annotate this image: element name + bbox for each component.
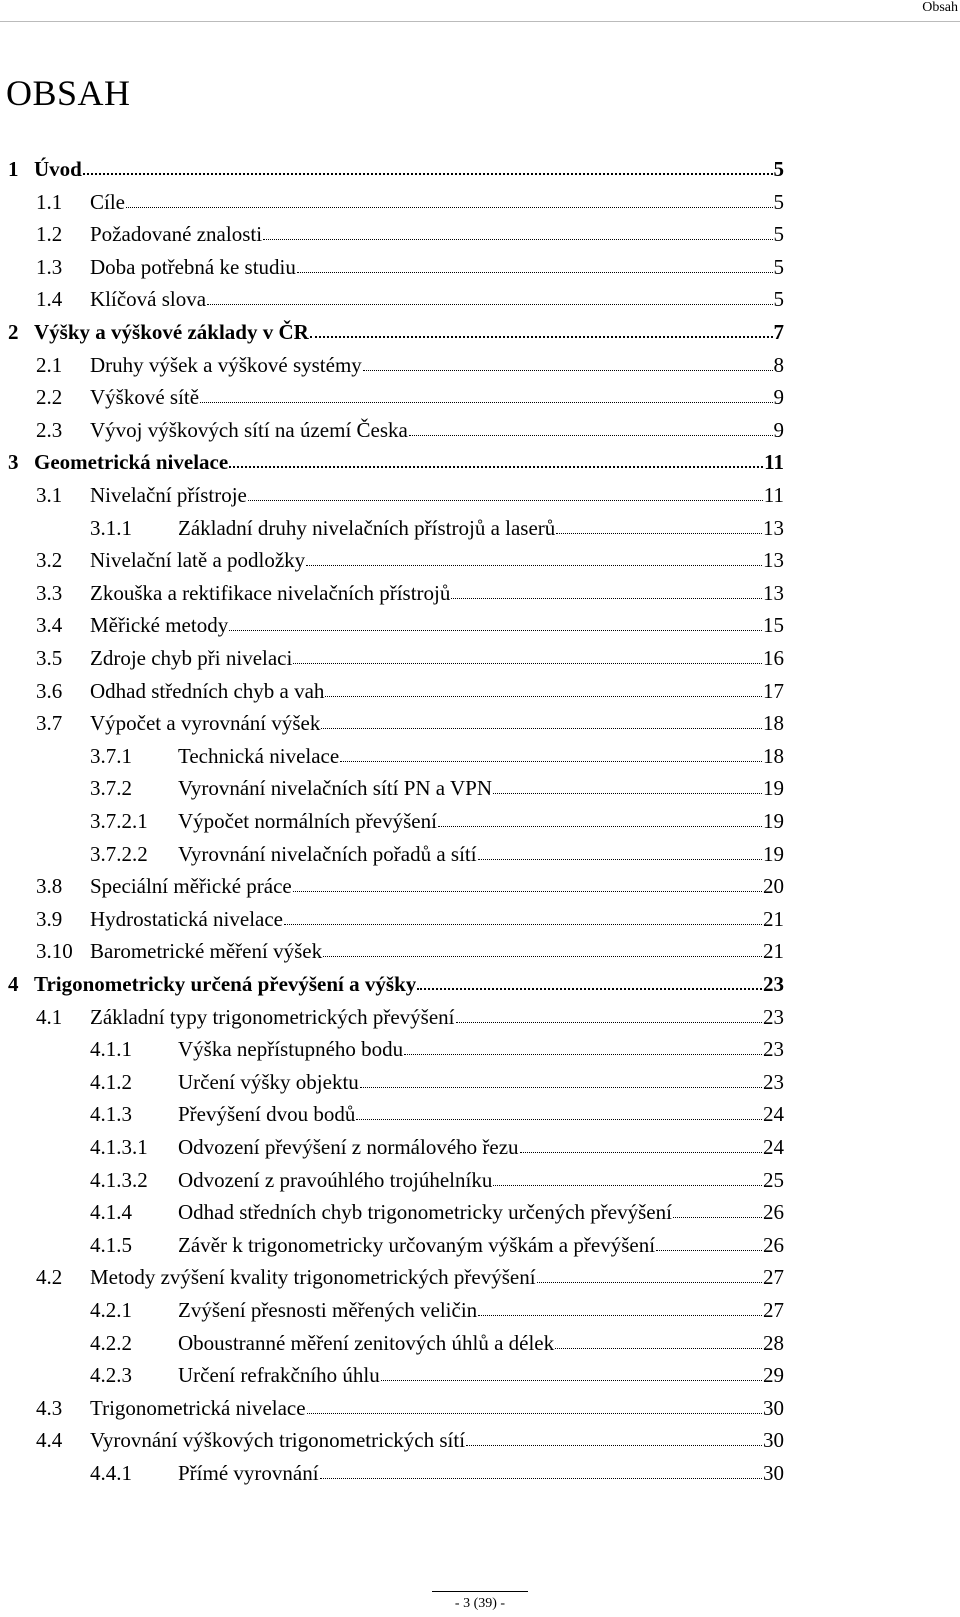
toc-entry[interactable] <box>36 705 784 736</box>
dot-leader <box>478 1315 762 1316</box>
toc-entry[interactable] <box>8 151 784 181</box>
toc-entry-page: 18 <box>763 743 784 768</box>
toc-entry-page: 20 <box>763 874 784 899</box>
toc-entry[interactable] <box>90 1162 784 1192</box>
toc-entry-page: 19 <box>763 841 784 866</box>
toc-entry-page: 21 <box>763 939 784 964</box>
dot-leader <box>293 891 762 892</box>
toc-entry-number: 1.1 <box>36 189 63 214</box>
toc-entry-page: 30 <box>763 1395 784 1420</box>
toc-entry-title: Trigonometrická nivelace <box>90 1395 306 1420</box>
toc-entry-title: Výšky a výškové základy v ČR <box>34 320 309 344</box>
toc-entry-number: 3.7.1 <box>90 743 132 768</box>
toc-entry-page: 13 <box>763 548 784 573</box>
toc-entry-number: 4 <box>8 972 19 996</box>
toc-entry-number: 3.9 <box>36 906 63 931</box>
dot-leader <box>493 793 762 794</box>
dot-leader <box>656 1250 762 1251</box>
toc-entry-page: 17 <box>763 678 784 703</box>
toc-entry-number: 3.3 <box>36 580 63 605</box>
dot-leader <box>363 370 773 371</box>
toc-entry-title: Požadované znalosti <box>90 222 263 247</box>
toc-entry[interactable] <box>36 379 784 410</box>
dot-leader <box>673 1217 762 1218</box>
toc-entry-page: 30 <box>763 1428 784 1453</box>
toc-entry-number: 3.1.1 <box>90 515 132 540</box>
toc-entry-number: 1.4 <box>36 287 63 312</box>
toc-entry-number: 2 <box>8 320 19 344</box>
toc-entry-page: 5 <box>773 287 784 312</box>
toc-entry-number: 4.3 <box>36 1395 63 1420</box>
toc-entry-number: 3.2 <box>36 548 63 573</box>
toc-entry[interactable] <box>90 738 784 768</box>
toc-entry-page: 18 <box>763 711 784 736</box>
dot-leader <box>293 663 762 664</box>
toc-entry-title: Výškové sítě <box>90 385 200 410</box>
toc-entry-title: Výpočet a vyrovnání výšek <box>90 711 321 736</box>
dot-leader <box>381 1380 762 1381</box>
toc-entry-page: 11 <box>763 483 784 507</box>
dot-leader <box>323 956 762 957</box>
toc-entry[interactable] <box>36 1422 784 1453</box>
dot-leader <box>83 173 773 175</box>
dot-leader <box>556 533 762 534</box>
toc-entry-title: Geometrická nivelace <box>34 450 229 475</box>
toc-entry[interactable] <box>36 673 784 703</box>
toc-entry[interactable] <box>90 1064 784 1094</box>
toc-entry-page: 25 <box>763 1167 784 1192</box>
toc-entry-page: 16 <box>763 646 784 670</box>
toc-entry[interactable] <box>90 1455 784 1485</box>
dot-leader <box>417 988 762 990</box>
dot-leader <box>466 1445 762 1446</box>
toc-entry-number: 3.4 <box>36 613 63 638</box>
dot-leader <box>555 1348 762 1349</box>
toc-entry-number: 1.2 <box>36 222 63 247</box>
toc-entry-number: 2.3 <box>36 417 63 442</box>
dot-leader <box>321 728 762 729</box>
toc-entry-number: 3.10 <box>36 939 73 964</box>
dot-leader <box>229 466 763 468</box>
toc-entry-title: Nivelační latě a podložky <box>90 548 306 573</box>
toc-entry-page: 21 <box>763 906 784 931</box>
toc-entry-title: Odvození z pravoúhlého trojúhelníku <box>178 1167 493 1192</box>
dot-leader <box>456 1022 763 1023</box>
toc-entry-title: Převýšení dvou bodů <box>178 1102 356 1127</box>
toc-entry-number: 4.2.2 <box>90 1330 132 1355</box>
toc-entry[interactable] <box>36 477 784 507</box>
dot-leader <box>451 598 762 599</box>
toc-entry-title: Základní druhy nivelačních přístrojů a laserů <box>178 515 556 540</box>
toc-entry-number: 4.1.1 <box>90 1037 132 1062</box>
toc-entry-title: Nivelační přístroje <box>90 483 247 507</box>
toc-entry-number: 3.1 <box>36 483 63 507</box>
dot-leader <box>297 272 773 273</box>
toc-entry-page: 11 <box>764 450 784 475</box>
toc-entry[interactable] <box>36 1390 784 1420</box>
toc-entry-title: Odvození převýšení z normálového řezu <box>178 1135 519 1159</box>
dot-leader <box>307 1413 762 1414</box>
toc-entry-number: 1 <box>8 157 19 181</box>
toc-entry-title: Technická nivelace <box>178 743 340 768</box>
toc-entry-page: 7 <box>773 320 784 344</box>
toc-entry-page: 19 <box>763 776 784 801</box>
dot-leader <box>537 1282 762 1283</box>
dot-leader <box>200 402 772 403</box>
toc-entry-number: 3 <box>8 450 19 475</box>
toc-entry[interactable] <box>90 1325 784 1355</box>
toc-entry-number: 3.5 <box>36 646 63 670</box>
toc-entry-title: Zdroje chyb při nivelaci <box>90 646 293 670</box>
toc-entry-page: 26 <box>763 1232 784 1257</box>
toc-entry[interactable] <box>90 510 784 540</box>
toc-entry[interactable] <box>36 933 784 964</box>
dot-leader <box>438 826 762 827</box>
toc-entry-title: Základní typy trigonometrických převýšení <box>90 1004 455 1029</box>
toc-entry-page: 26 <box>763 1200 784 1225</box>
toc-entry-number: 4.1.5 <box>90 1232 132 1257</box>
toc-entry-number: 4.4 <box>36 1428 63 1453</box>
toc-entry-title: Určení refrakčního úhlu <box>178 1363 380 1388</box>
toc-entry-page: 30 <box>763 1461 784 1485</box>
toc-entry-title: Vyrovnání nivelačních pořadů a sítí <box>178 841 477 866</box>
toc-entry-title: Úvod <box>34 157 82 181</box>
toc-entry-page: 23 <box>763 1004 784 1029</box>
toc-entry-page: 5 <box>773 254 784 279</box>
dot-leader <box>409 435 773 436</box>
header-divider <box>0 21 960 22</box>
toc-entry-number: 2.2 <box>36 385 63 410</box>
toc-entry[interactable] <box>36 216 784 247</box>
dot-leader <box>360 1087 762 1088</box>
toc-entry-number: 4.1.3.2 <box>90 1167 148 1192</box>
toc-entry-title: Trigonometricky určená převýšení a výšky <box>34 972 417 996</box>
toc-entry[interactable] <box>36 901 784 931</box>
toc-entry[interactable] <box>36 575 784 605</box>
toc-entry-page: 24 <box>763 1135 784 1159</box>
toc-entry-page: 23 <box>763 1069 784 1094</box>
toc-entry-page: 13 <box>763 515 784 540</box>
toc-entry[interactable] <box>36 999 784 1029</box>
toc-entry-title: Metody zvýšení kvality trigonometrických převýšení <box>90 1265 536 1290</box>
dot-leader <box>404 1054 762 1055</box>
dot-leader <box>284 924 762 925</box>
dot-leader <box>126 207 773 208</box>
toc-entry[interactable] <box>8 444 784 475</box>
toc-entry[interactable] <box>90 1357 784 1388</box>
page-title: OBSAH <box>6 73 131 113</box>
toc-entry-title: Doba potřebná ke studiu <box>90 254 296 279</box>
toc-entry[interactable] <box>90 1227 784 1257</box>
toc-entry-page: 19 <box>763 809 784 833</box>
toc-entry-title: Oboustranné měření zenitových úhlů a délek <box>178 1330 555 1355</box>
toc-entry-page: 15 <box>763 613 784 638</box>
running-header: Obsah <box>922 0 958 15</box>
toc-entry-number: 3.7.2.1 <box>90 809 148 833</box>
dot-leader <box>493 1185 762 1186</box>
toc-entry[interactable] <box>90 1031 784 1062</box>
toc-entry-page: 23 <box>763 972 784 996</box>
toc-entry-title: Výška nepřístupného bodu <box>178 1037 404 1062</box>
dot-leader <box>306 565 762 566</box>
toc-entry-title: Klíčová slova <box>90 287 207 312</box>
toc-entry-number: 3.8 <box>36 874 63 899</box>
toc-entry[interactable] <box>90 803 784 833</box>
toc-entry[interactable] <box>90 1096 784 1127</box>
toc-entry-title: Speciální měřické práce <box>90 874 292 899</box>
toc-entry-number: 4.1.3.1 <box>90 1135 148 1159</box>
toc-entry[interactable] <box>36 1259 784 1290</box>
toc-entry-page: 9 <box>773 417 784 442</box>
toc-entry-page: 8 <box>773 352 784 377</box>
toc-entry-number: 3.7 <box>36 711 63 736</box>
toc-entry[interactable] <box>36 347 784 377</box>
toc-entry-number: 4.2.1 <box>90 1298 132 1322</box>
toc-entry-title: Přímé vyrovnání <box>178 1461 319 1485</box>
toc-entry-page: 28 <box>763 1330 784 1355</box>
toc-entry-number: 1.3 <box>36 254 63 279</box>
toc-entry-number: 2.1 <box>36 352 63 377</box>
toc-entry[interactable] <box>36 607 784 638</box>
toc-entry-page: 23 <box>763 1037 784 1062</box>
toc-entry[interactable] <box>90 1292 784 1322</box>
toc-entry-page: 5 <box>773 189 784 214</box>
toc-entry-title: Vyrovnání výškových trigonometrických sítí <box>90 1428 466 1453</box>
dot-leader <box>320 1478 762 1479</box>
toc-entry[interactable] <box>90 770 784 801</box>
dot-leader <box>207 304 772 305</box>
toc-entry-page: 29 <box>763 1363 784 1388</box>
toc-entry-number: 4.1.4 <box>90 1200 132 1225</box>
toc-entry-title: Vyrovnání nivelačních sítí PN a VPN <box>178 776 492 801</box>
dot-leader <box>263 239 772 240</box>
dot-leader <box>248 500 763 501</box>
toc-entry[interactable] <box>90 836 784 866</box>
dot-leader <box>520 1152 762 1153</box>
toc-entry-page: 5 <box>773 157 784 181</box>
toc-entry-title: Zkouška a rektifikace nivelačních přístrojů <box>90 580 451 605</box>
toc-entry-page: 13 <box>763 580 784 605</box>
toc-entry-page: 24 <box>763 1102 784 1127</box>
toc-entry-title: Zvýšení přesnosti měřených veličin <box>178 1298 478 1322</box>
toc-entry[interactable] <box>36 281 784 312</box>
toc-entry[interactable] <box>8 966 784 996</box>
toc-entry-title: Barometrické měření výšek <box>90 939 323 964</box>
toc-entry-number: 4.1.2 <box>90 1069 132 1094</box>
dot-leader <box>478 859 762 860</box>
toc-entry[interactable] <box>36 184 784 214</box>
toc-entry-number: 4.1.3 <box>90 1102 132 1127</box>
toc-entry-page: 9 <box>773 385 784 410</box>
toc-entry[interactable] <box>8 314 784 344</box>
dot-leader <box>310 336 773 338</box>
toc-entry-page: 27 <box>763 1298 784 1322</box>
toc-entry[interactable] <box>36 640 784 670</box>
toc-entry-title: Vývoj výškových sítí na území Česka <box>90 417 408 442</box>
dot-leader <box>356 1119 762 1120</box>
toc-entry-title: Odhad středních chyb a vah <box>90 678 325 703</box>
toc-entry[interactable] <box>36 412 784 442</box>
toc-entry[interactable] <box>90 1194 784 1225</box>
toc-entry-page: 27 <box>763 1265 784 1290</box>
toc-entry-title: Druhy výšek a výškové systémy <box>90 352 362 377</box>
toc-entry[interactable] <box>90 1129 784 1159</box>
toc-entry-title: Závěr k trigonometricky určovaným výškám a převýšení <box>178 1232 656 1257</box>
toc-entry-number: 4.4.1 <box>90 1461 132 1485</box>
toc-entry[interactable] <box>36 542 784 573</box>
toc-entry-number: 4.2.3 <box>90 1363 132 1388</box>
toc-entry-title: Určení výšky objektu <box>178 1069 359 1094</box>
dot-leader <box>229 630 762 631</box>
toc-entry[interactable] <box>36 249 784 279</box>
toc-entry-number: 4.2 <box>36 1265 63 1290</box>
page-number: - 3 (39) - <box>454 1596 506 1611</box>
toc-entry-page: 5 <box>773 222 784 247</box>
toc-entry-title: Hydrostatická nivelace <box>90 906 283 931</box>
toc-entry-number: 4.1 <box>36 1004 63 1029</box>
footer-divider <box>432 1591 528 1592</box>
toc-entry-title: Cíle <box>90 189 125 214</box>
toc-entry-title: Odhad středních chyb trigonometricky určených převýšení <box>178 1200 672 1225</box>
dot-leader <box>340 761 762 762</box>
toc-entry[interactable] <box>36 868 784 899</box>
toc-entry-number: 3.7.2.2 <box>90 841 148 866</box>
toc-entry-title: Měřické metody <box>90 613 229 638</box>
toc-entry-number: 3.7.2 <box>90 776 132 801</box>
toc-entry-number: 3.6 <box>36 678 63 703</box>
toc-entry-title: Výpočet normálních převýšení <box>178 809 437 833</box>
dot-leader <box>325 696 762 697</box>
